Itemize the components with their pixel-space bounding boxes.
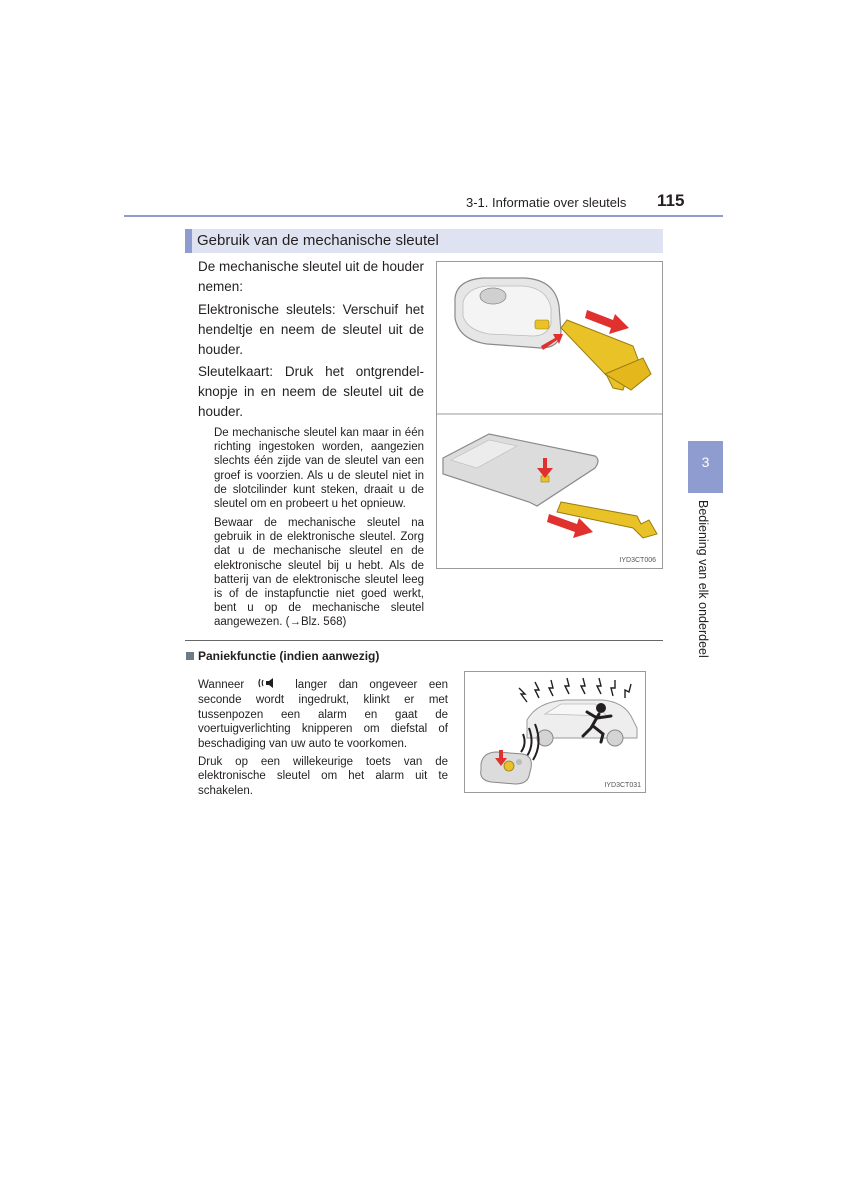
header-rule — [124, 215, 723, 217]
electronic-key-icon — [481, 752, 532, 784]
body-paragraph-electronic-key: Elektronische sleutels: Verschuif het hendeltje en neem de sleutel uit de houder. — [198, 302, 424, 357]
section-title: Gebruik van de mechanische sleutel — [197, 232, 439, 249]
figure-mechanical-key-removal — [436, 261, 663, 569]
body-paragraph-key-card: Sleutelkaart: Druk het ontgrendel-knopje in en neem de sleutel uit de houder. — [198, 364, 424, 419]
alarm-stop-instruction: Druk op een willekeurige toets van de elektronische sleutel om het alarm uit te schakelen. — [198, 756, 448, 797]
key-card-icon — [443, 434, 598, 506]
panic-function-description — [198, 677, 448, 751]
mechanical-key-illustration — [437, 262, 662, 568]
car-icon — [527, 700, 637, 746]
alarm-lightning-icons — [519, 678, 631, 702]
panic-alarm-illustration — [465, 672, 645, 792]
note-paragraph-key-storage: Bewaar de mechanische sleutel na gebruik in de elektronische sleutel. Zorg dat u de mechanische sleutel en de elektronische sleutel bij u hebt. Als de batterij van de elektronische sleutel leeg is of de instapfunctie niet goed werkt, bent u op de mechanische sleutel aangewezen. (→Blz. 568) — [214, 517, 424, 629]
panic-text-after: langer dan ongeveer een seconde wordt ingedrukt, klinkt er met tussenpozen een alarm en gaat de voertuigverlichting knipperen om diefstal of beschadiging van uw auto te voorkomen. — [198, 679, 449, 750]
section-rule — [185, 640, 663, 641]
page-number: 115 — [657, 191, 685, 210]
subsection-bullet — [186, 652, 194, 660]
note-paragraph-key-orientation: De mechanische sleutel kan maar in één richting ingestoken worden, aangezien slechts één zijde van de sleutel van een groef is voorzien. Als u de sleutel niet in de slotcilinder kunt steken, draait u de sleutel om en probeert u het opnieuw. — [214, 427, 424, 511]
chapter-number: 3 — [701, 454, 710, 470]
figure-code: IYD3CT031 — [604, 782, 641, 789]
electronic-key-fob-icon — [455, 278, 561, 348]
chapter-tab — [688, 441, 723, 493]
chapter-title: Bediening van elk onderdeel — [696, 500, 710, 658]
section-heading-band — [185, 229, 663, 253]
panic-text-before: Wanneer — [198, 679, 245, 692]
card-mechanical-key-icon — [557, 502, 657, 538]
figure-panic-alarm — [464, 671, 646, 793]
subsection-title: Paniekfunctie (indien aanwezig) — [198, 649, 380, 663]
section-heading-accent — [185, 229, 192, 253]
figure-code: IYD3CT006 — [619, 557, 656, 564]
running-header: 3-1. Informatie over sleutels — [466, 195, 627, 210]
panic-button-icon — [258, 677, 282, 693]
mechanical-key-icon — [561, 320, 651, 390]
body-paragraph-intro: De mechanische sleutel uit de houder nemen: — [198, 259, 424, 294]
